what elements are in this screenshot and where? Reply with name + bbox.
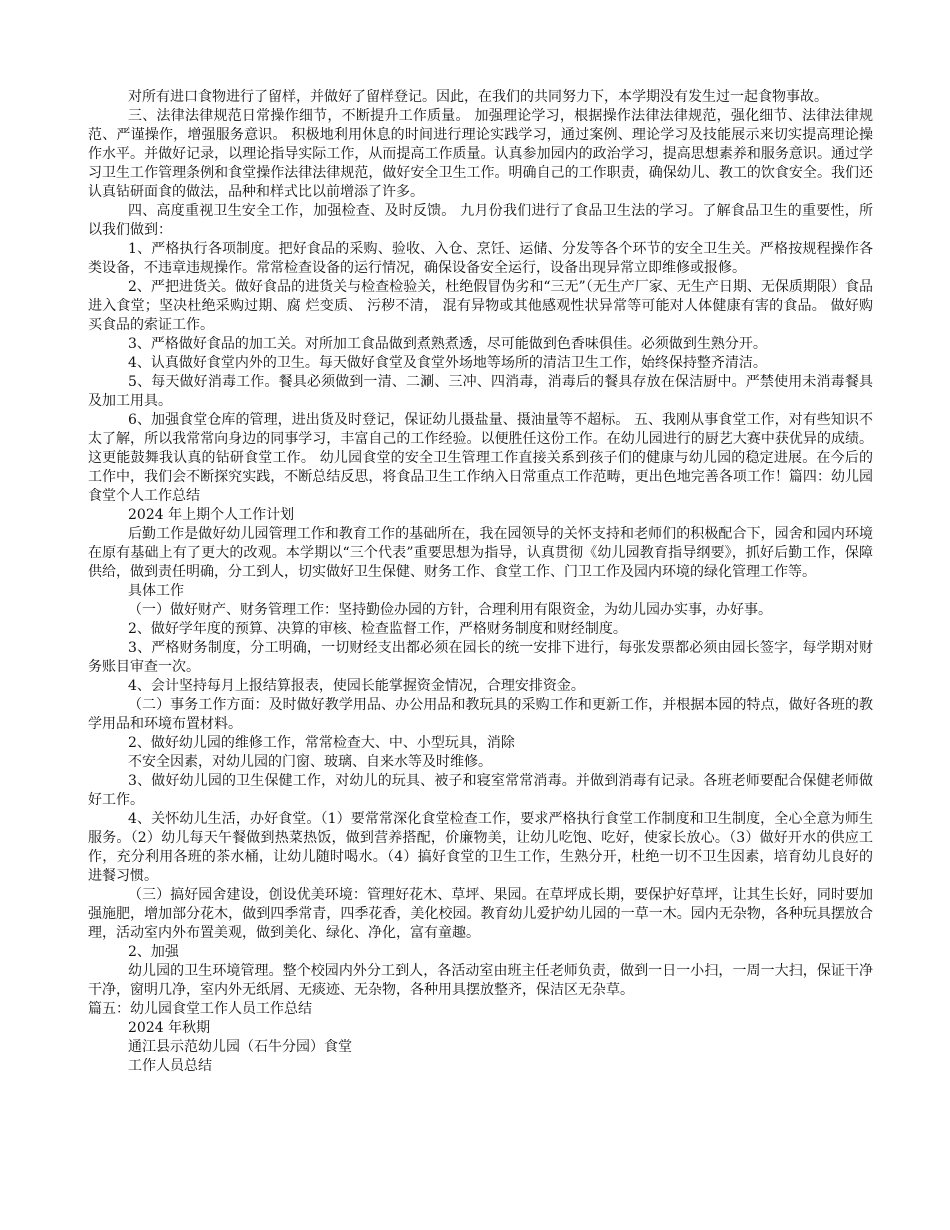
- paragraph: 3、做好幼儿园的卫生保健工作，对幼儿的玩具、被子和寝室常常消毒。并做到消毒有记录。各班老师要配合保健老师做好工作。: [88, 773, 873, 808]
- paragraph: 3、严格做好食品的加工关。对所加工食品做到煮熟煮透，尽可能做到色香味俱佳。必须做到生熟分开。: [128, 336, 767, 352]
- paragraph: 三、法律法律规范日常操作细节，不断提升工作质量。 加强理论学习，根据操作法律法律规范，强化细节、法律法律规范、严谨操作，增强服务意识。 积极地利用休息的时间进行理论实践学习，通过案例、理论学习及技能展示来切实提高理论操作水平。并做好记录，以理论指导实际工作，从而提高工作质量。认真参加园内的政治学习，提高思想素养和服务意识。通过学习卫生工作管理条例和食堂操作法律法律规范，做好安全卫生工作。明确自己的工作职责，确保幼儿、教工的饮食安全。我们还认真钻研面食的做法，品种和样式比以前增添了许多。: [88, 108, 873, 200]
- paragraph: 2、做好学年度的预算、决算的审核、检查监督工作，严格财务制度和财经制度。: [128, 621, 627, 637]
- paragraph: 通江县示范幼儿园（石牛分园）食堂: [128, 1039, 352, 1055]
- paragraph: 4、认真做好食堂内外的卫生。每天做好食堂及食堂外场地等场所的清洁卫生工作，始终保持整齐清洁。: [128, 355, 767, 371]
- paragraph: 2024 年秋期: [128, 1020, 211, 1036]
- paragraph: 幼儿园的卫生环境管理。整个校园内外分工到人，各活动室由班主任老师负责，做到一日一小扫，一周一大扫，保证干净干净，窗明几净，室内外无纸屑、无痰迹、无杂物，各种用具摆放整齐，保洁区无杂草。: [88, 963, 873, 998]
- paragraph: 对所有进口食物进行了留样，并做好了留样登记。因此，在我们的共同努力下，本学期没有发生过一起食物事故。: [128, 89, 828, 105]
- paragraph: （一）做好财产、财务管理工作：坚持勤俭办园的方针，合理利用有限资金，为幼儿园办实事，办好事。: [128, 602, 772, 618]
- paragraph: 4、会计坚持每月上报结算报表，使园长能掌握资金情况，合理安排资金。: [128, 678, 585, 694]
- paragraph: 2、严把进货关。做好食品的进货关与检查检验关，杜绝假冒伪劣和“三无”（无生产厂家、无生产日期、无保质期限）食品进入食堂；坚决杜绝采购过期、腐 烂变质、 污秽不清， 混有异物或其他感观性状异常等可能对人体健康有害的食品。 做好购买食品的索证工作。: [88, 279, 873, 333]
- paragraph: 1、严格执行各项制度。把好食品的采购、验收、入仓、烹饪、运储、分发等各个环节的安全卫生关。严格按规程操作各类设备，不违章违规操作。常常检查设备的运行情况，确保设备安全运行，设备出现异常立即维修或报修。: [88, 241, 873, 276]
- document-body: [88, 88, 873, 1076]
- paragraph: （三）搞好园舍建设，创设优美环境：管理好花木、草坪、果园。在草坪成长期，要保护好草坪，让其生长好，同时要加强施肥，增加部分花木，做到四季常青，四季花香，美化校园。教育幼儿爱护幼儿园的一草一木。园内无杂物，各种玩具摆放合理，活动室内外布置美观，做到美化、绿化、净化，富有童趣。: [88, 887, 873, 941]
- paragraph: 4、关怀幼儿生活，办好食堂。（1）要常常深化食堂检查工作，要求严格执行食堂工作制度和卫生制度，全心全意为师生服务。（2）幼儿每天午餐做到热菜热饭，做到营养搭配，价廉物美，让幼儿吃饱、吃好，使家长放心。（3）做好开水的供应工作，充分利用各班的茶水桶，让幼儿随时喝水。（4）搞好食堂的卫生工作，生熟分开，杜绝一切不卫生因素，培育幼儿良好的进餐习惯。: [88, 811, 873, 884]
- paragraph: 工作人员总结: [128, 1058, 212, 1074]
- paragraph: 2、加强: [128, 944, 179, 960]
- paragraph: 3、严格财务制度，分工明确，一切财经支出都必须在园长的统一安排下进行，每张发票都必须由园长签字，每学期对财务账目审查一次。: [88, 640, 873, 675]
- paragraph: （二）事务工作方面：及时做好教学用品、办公用品和教玩具的采购工作和更新工作，并根据本园的特点，做好各班的教学用品和环境布置材料。: [88, 697, 873, 732]
- paragraph: 具体工作: [128, 583, 184, 599]
- paragraph: 2024 年上期个人工作计划: [128, 507, 295, 523]
- paragraph: 5、每天做好消毒工作。餐具必须做到一清、二涮、三冲、四消毒，消毒后的餐具存放在保洁厨中。严禁使用未消毒餐具及加工用具。: [88, 374, 873, 409]
- paragraph: 四、高度重视卫生安全工作，加强检查、及时反馈。 九月份我们进行了食品卫生法的学习。了解食品卫生的重要性，所以我们做到：: [88, 203, 873, 238]
- paragraph: 不安全因素，对幼儿园的门窗、玻璃、自来水等及时维修。: [128, 754, 492, 770]
- paragraph: 6、加强食堂仓库的管理，进出货及时登记，保证幼儿摄盐量、摄油量等不超标。 五、我刚从事食堂工作，对有些知识不太了解，所以我常常向身边的同事学习，丰富自己的工作经验。以便胜任这份工作。在幼儿园进行的厨艺大赛中获优异的成绩。这更能鼓舞我认真的钻研食堂工作。 幼儿园食堂的安全卫生管理工作直接关系到孩子们的健康与幼儿园的稳定进展。在今后的工作中，我们会不断探究实践，不断总结反思，将食品卫生工作纳入日常重点工作范畴，更出色地完善各项工作！篇四：幼儿园食堂个人工作总结: [88, 412, 873, 504]
- paragraph: 2、做好幼儿园的维修工作，常常检查大、中、小型玩具，消除: [128, 735, 515, 751]
- paragraph: 后勤工作是做好幼儿园管理工作和教育工作的基础所在，我在园领导的关怀支持和老师们的积极配合下，园舍和园内环境在原有基础上有了更大的改观。本学期以“三个代表”重要思想为指导，认真贯彻《幼儿园教育指导纲要》，抓好后勤工作，保障供给，做到责任明确，分工到人，切实做好卫生保健、财务工作、食堂工作、门卫工作及园内环境的绿化管理工作等。: [88, 526, 873, 580]
- paragraph: 篇五：幼儿园食堂工作人员工作总结: [88, 1001, 312, 1017]
